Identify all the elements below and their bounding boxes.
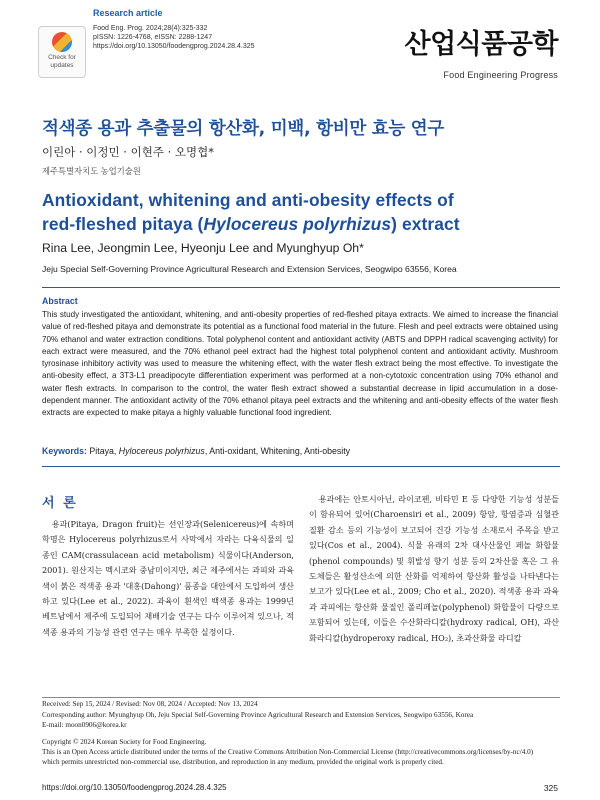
license-line1: This is an Open Access article distributed under the terms of the Creative Commons Attribution Non-Commercial License (http://creativecommons.org/licenses/by-nc/4.0) <box>42 748 534 756</box>
page-number: 325 <box>543 783 558 793</box>
keywords-label: Keywords: <box>42 446 87 456</box>
footer-doi-link[interactable]: https://doi.org/10.13050/foodengprog.2024.28.4.325 <box>42 783 227 792</box>
affiliation-english: Jeju Special Self-Governing Province Agricultural Research and Extension Services, Seogwipo 63556, Korea <box>42 264 457 274</box>
copyright: Copyright © 2024 Korean Society for Food Engineering. <box>42 738 207 746</box>
intro-right-column: 용과에는 안토시아닌, 라이코펜, 비타민 E 등 다양한 기능성 성분들이 함유되어 있어(Charoensiri et al., 2009) 항암, 항염증과 심혈관 질환 감소 등의 기능성이 보고되어 건강 기능성 소재로서 주목을 받고 있다(Cos et al., 2004). 식물 유래의 2차 대사산물인 페놀 화합물(phenol compounds) 및 휘발성 향기 성분 등의 2차산물 혹은 그 유도체들은 활성산소에 의한 산화를 억제하여 항산화 활성을 나타낸다는 보고가 있다(Lee et al., 2009; Cho et al., 2020). 적색종 용과 과육과 과피에는 항산화 물질인 폴리페놀(polyphenol) 화합물이 다량으로 포함되어 있는데, 이들은 수산화라디칼(hydroxy radical, OH), 과산화라디칼(hydroperoxy radical, HO₂), 초과산화물 라디칼 <box>309 494 559 643</box>
title-species: Hylocereus polyrhizus <box>203 214 392 234</box>
authors-korean: 이린아 · 이정민 · 이현주 · 오명협* <box>42 145 214 159</box>
badge-line2: updates <box>50 61 74 69</box>
title-part-end: ) extract <box>391 214 460 234</box>
corresponding-author: Corresponding author: Myunghyup Oh, Jeju Special Self-Governing Province Agricultural Research and Extension Services, Seogwipo 63556, Korea <box>42 711 474 719</box>
license-line2: which permits unrestricted non-commercial use, distribution, and reproduction in any medium, provided the original work is properly cited. <box>42 758 444 766</box>
abstract-bottom-rule <box>42 466 560 467</box>
keywords-rest: , Anti-oxidant, Whitening, Anti-obesity <box>204 446 351 456</box>
keywords <box>42 446 350 456</box>
intro-left-column: 용과(Pitaya, Dragon fruit)는 선인장과(Selenicereus)에 속하며 학명은 Hylocereus polyrhizus로서 사막에서 자라는 다육식물의 일종인 CAM(crassulacean acid metabolism) 식물이다(Anderson, 2001). 원산지는 멕시코와 중남미이지만, 최근 제주에서는 과피와 과육색이 붉은 적색종 용과 '대홍(Dahong)' 품종을 대안에서 도입하여 생산하고 있다(Lee et al., 2022). 과육이 흰색인 백색종 용과는 1999년 베트남에서 제주에 도입되어 재배기술 연구는 다수 이루어져 있으나, 적색종 용과의 기능성 관련 연구는 매우 부족한 실정이다. <box>42 519 294 637</box>
abstract-top-rule <box>42 287 560 288</box>
keywords-part: Pitaya, <box>86 446 119 456</box>
journal-name-ko: 산업식품공학 <box>404 29 558 60</box>
title-english-line1: Antioxidant, whitening and anti-obesity effects of <box>42 190 454 210</box>
abstract-text: This study investigated the antioxidant, whitening, and anti-obesity properties of red-fleshed pitaya extracts. We aimed to increase the financial value of red-fleshed pitaya and demonstrate its potential as a functional food material in the future. Flesh and peel extracts were obtained using 70% ethanol and water extraction conditions. Total polyphenol content and antioxidant activity (ABTS and DPPH radical scavenging activity) for each extract were measured, and the 70% ethanol peel extract had the highest total polyphenol content and antioxidant activity. Mushroom tyrosinase inhibitory activity was used to measure the whitening effect, with the water flesh extract being the most effective. To investigate the anti-obesity effect, a 3T3-L1 preadipocyte differentiation experiment was performed at a non-cytotoxic concentration using 70% ethanol and water flesh extracts. In comparison to the control, the water flesh extract showed a substantial decrease in lipid accumulation in a dose-dependent manner. The antioxidant activity of the 70% ethanol pitaya peel extracts and the whitening and anti-obesity effects of the water flesh extracts are expected to make pitaya a highly valuable functional food ingredient. <box>42 310 558 418</box>
issn: pISSN: 1226-4768, eISSN: 2288-1247 <box>93 34 213 41</box>
email[interactable]: E-mail: moon0906@korea.kr <box>42 721 127 729</box>
journal-name-en: Food Engineering Progress <box>443 70 558 80</box>
title-english-line2 <box>42 212 460 236</box>
badge-line1: Check for <box>48 54 76 61</box>
check-for-updates-badge[interactable] <box>38 26 86 78</box>
title-english <box>42 188 460 236</box>
citation: Food Eng. Prog. 2024;28(4):325-332 <box>93 25 208 32</box>
header-doi-link[interactable]: https://doi.org/10.13050/foodengprog.2024.28.4.325 <box>93 43 255 50</box>
article-type: Research article <box>93 8 163 18</box>
affiliation-korean: 제주특별자치도 농업기술원 <box>42 166 141 176</box>
received-dates: Received: Sep 15, 2024 / Revised: Nov 08, 2024 / Accepted: Nov 13, 2024 <box>42 700 258 708</box>
notes-rule <box>42 697 560 698</box>
title-part: red-fleshed pitaya ( <box>42 214 204 234</box>
keywords-species: Hylocereus polyrhizus <box>118 446 205 456</box>
abstract-heading: Abstract <box>42 296 78 306</box>
title-korean: 적색종 용과 추출물의 항산화, 미백, 항비만 효능 연구 <box>42 119 444 139</box>
check-updates-icon <box>52 32 72 52</box>
authors-english: Rina Lee, Jeongmin Lee, Hyeonju Lee and Myunghyup Oh* <box>42 241 364 255</box>
section-heading-introduction: 서 론 <box>42 496 78 511</box>
